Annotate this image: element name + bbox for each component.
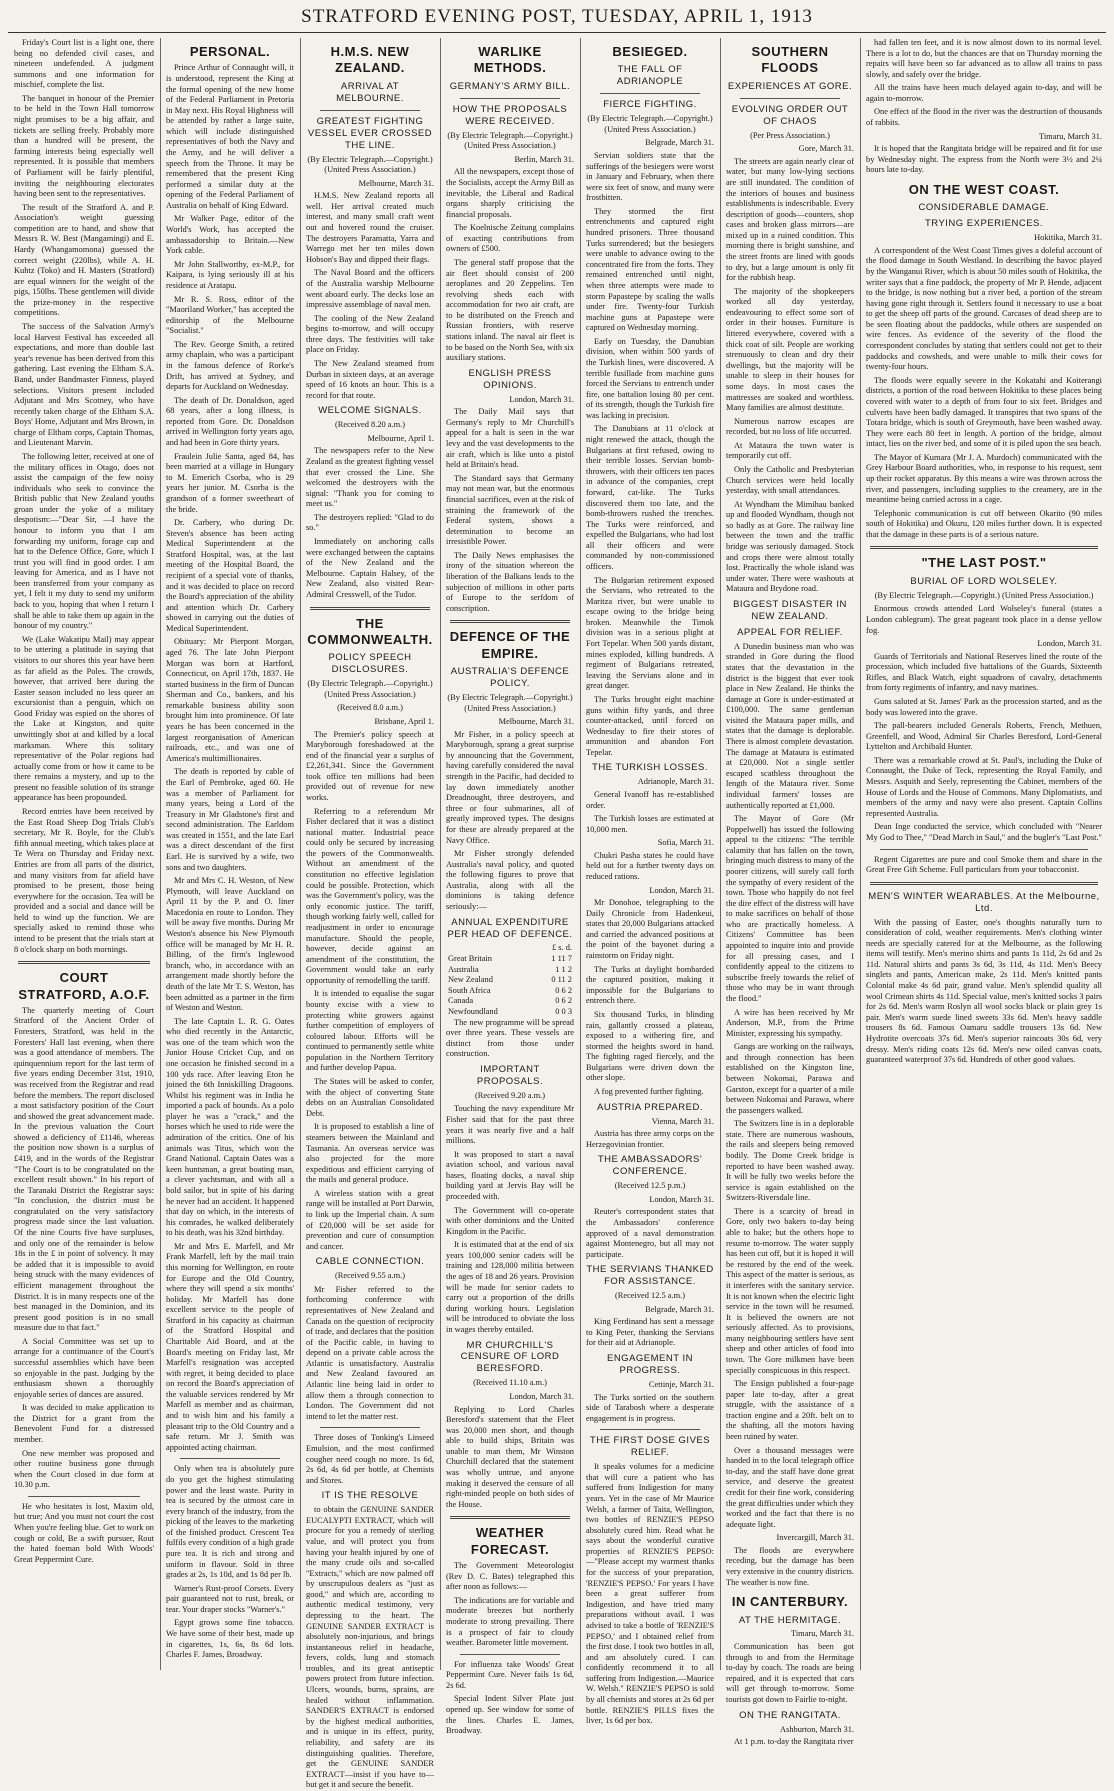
article-paragraph: Mr Donohoe, telegraphing to the Daily Chronicle from Hadenkeui, states that 20,000 Bulgarians attacked and carried the advanced positions at the point of the bayonet during a rainstorm on Friday night.	[586, 898, 714, 961]
dateline: London, March 31.	[649, 885, 714, 895]
article-paragraph: There was a remarkable crowd at St. Paul's, including the Duke of Connaught, the Duke of Teck, representing the Royal Family, and Messrs. Asquith and Seely, representing the Cabinet, members of the House of Lords and the House of Commons. Many Diplomatists, and members of the army and navy were also present. Captain Collins represented Australia.	[866, 755, 1102, 818]
dateline: London, March 31.	[509, 1391, 574, 1401]
article-paragraph: Telephonic communication is cut off between Okarito (90 miles south of Hokitika) and Okuru, 120 miles further down. It is expected that the damage in these parts is of a serious nature.	[866, 508, 1102, 539]
article-paragraph: At Mataura the town water is temporarily cut off.	[726, 440, 854, 461]
column-2	[166, 38, 294, 1670]
dateline: Melbourne, March 31.	[358, 178, 434, 188]
article-paragraph: Guards of Territorials and National Reserves lined the route of the procession, which included five battalions of the Guards, Sixteenth Rifles, and Black Watch, eight squadrons of cavalry, detachments from forty regiments of infantry, and navy marines.	[866, 651, 1102, 693]
subheadline: AUSTRALIA'S DEFENCE POLICY.	[450, 666, 570, 690]
subheadline: GREATEST FIGHTING VESSEL EVER CROSSED THE LINE.	[307, 115, 433, 151]
divider	[320, 110, 420, 111]
article-paragraph: The Daily News emphasises the irony of the situation whereon the liberation of the Balkans leads to the subjection of millions in other parts of Europe to the serfdom of conscription.	[446, 550, 574, 613]
article-paragraph: The general staff propose that the air fleet should consist of 200 aeroplanes and 20 Zeppelins. Ten revolving sheds each with accommodation for two air craft, are to be distributed on the French and Russian frontiers, with reserve stations inland. The naval air fleet is to be based on the North Sea, with six auxiliary stations.	[446, 258, 574, 363]
dateline: Melbourne, April 1.	[367, 433, 434, 443]
article-paragraph: The destroyers replied: "Glad to do so."	[306, 512, 434, 533]
advert-heading: MEN'S WINTER WEARABLES. At the Melbourne, Ltd.	[868, 890, 1100, 914]
advert-heading: IT IS THE RESOLVE	[321, 1490, 419, 1502]
column-divider	[300, 38, 301, 1670]
article-paragraph: The Danubians at 11 o'clock at night renewed the attack, though the Bulgarians at first refused, owing to their terrible losses. Servian bomb-throwers, with their officers ten paces in advance of the companies, crept forward, cat-like. The Turks discovered them too late, and the bomb-throwers rushed the trenches. The Turks were reinforced, and expelled the Bulgarians, who had lost all their officers and were commanded by non-commissioned officers.	[586, 424, 714, 571]
article-paragraph: General Ivanoff has re-established order.	[586, 789, 714, 810]
news-item: The result of the Stratford A. and P. Association's weight guessing competition are to hand, and show that Messrs R. W. Best (Mangamingi) and E. Hardy (Whangamomona) guessed the correct weight (220lbs), while A. H. Kuhtz (Toko) and H. Masters (Stratford) are equal winners for the weight of the pigs, 150lbs. These gentlemen will divide the prize-money in the respective competitions.	[14, 202, 154, 318]
dateline: London, March 31.	[1037, 639, 1102, 649]
subheadline: THE TURKISH LOSSES.	[592, 762, 708, 774]
advert-item: Warner's Rust-proof Corsets. Every pair guaranteed not to rust, break, or tear. Your draper stocks "Warner's."	[166, 1583, 294, 1614]
advert-item: Egypt grows some fine tobacco. We have some of their best, made up in cigarettes, 1s, 6s, 8s 6d lots. Charles F. James, Broadway.	[166, 1618, 294, 1660]
table-cell: Newfoundland	[448, 1006, 498, 1016]
dateline: Hokitika, March 31.	[1034, 233, 1102, 243]
article-paragraph: The streets are again nearly clear of water, but many low-lying sections are still inundated. The condition of the interiors of houses and business establishments is indescribable. Every description of goods—counters, shop cases and broken glass mirrors—are mixed up in a ruined condition. This morning there is bright sunshine, and the street fronts are lined with goods to dry, but a large amount is only fit for the rubbish heap.	[726, 156, 854, 283]
divider	[180, 1458, 280, 1459]
table-cell: 0 6 2	[555, 996, 572, 1006]
divider	[460, 98, 560, 99]
advert-item: For influenza take Woods' Great Peppermint Cure. Never fails 1s 6d, 2s 6d.	[446, 1659, 574, 1690]
received-time: (Received 8.20 a.m.)	[335, 420, 405, 430]
defence-expenditure-table	[446, 943, 574, 1017]
section-rule	[870, 546, 1098, 549]
article-paragraph: Dean Inge conducted the service, which concluded with "Nearer My God to Thee," "Dead March in Saul," and the bugler's "Last Post."	[866, 822, 1102, 842]
article-paragraph: had fallen ten feet, and it is now almost down to its normal level. There is a lot to do, but the chances are that on Thursday morning the repairs will have been so far advanced as to allow all trains to pass slowly, and safely over the bridge.	[866, 38, 1102, 79]
advert-verse: He who hesitates is lost, Maxim old, but true; And you must not court the cost When you're feeling blue. Get to work on cough or cold, Be a swift pursuer, Rout the hated foeman bold With Woods' Great Peppermint Cure.	[14, 1501, 154, 1564]
article-paragraph: It is estimated that at the end of six years 100,000 senior cadets will be training and 128,000 militia between the ages of 18 and 26 years. Provision will be made for senior cadets to carry out a proportion of the drills during working hours. Legislation will be introduced to obviate the loss in wages thereby entailed.	[446, 1240, 574, 1334]
article-paragraph: It is intended to equalise the sugar bounty excise with a view to protecting white growers against further competition of employers of coloured labour. Efforts will be continued to permanently settle white population in the Northern Territory and further develop Papua.	[306, 989, 434, 1073]
news-item: We (Lake Wakatipu Mail) may appear to be uttering a platitude in saying that visitors to our shores this year have been as far afield as the Poles. The crowds, however, that arrived here during the Easter season included no less queer an excursionist than a penguin, which on Good Friday was espied on the shores of the Lake at Kingston, and quite unwittingly shot at and killed by a local marksman. Where this solitary representative of the Polar regions had actually come from or how it came to be there remains a mystery, and up to the present no feasible solution of its strange appearance has been propounded.	[14, 634, 154, 803]
table-cell: Australia	[448, 964, 479, 974]
article-paragraph: The Premier's policy speech at Maryborough foreshadowed at the end of the financial year a surplus of £2,261,341. Since the Government took office ten millions had been provided out of revenue for new works.	[306, 729, 434, 802]
article-paragraph: The Government will co-operate with other dominions and the United Kingdom in the Pacific.	[446, 1205, 574, 1236]
article-paragraph: A correspondent of the West Coast Times gives a doleful account of the flood damage in South Westland. In describing the havoc played by the Wanganui River, which is about 50 miles south of Hokitika, the writer says that a fine paddock, the property of Mr P. Hende, adjacent to the bridge, is now nothing but a river bed, a portion of the stream having gone right through it. Settlers found it necessary to use a boat to get the sheep off parts of the ground. Carcases of dead sheep are to be seen floating about the paddocks, while others are suspended on wire fences. As evidence of the severity of the flood the correspondent concludes by stating that settlers could not get to their paddocks and cowsheds, and were unable to milk their cows for twenty-four hours.	[866, 245, 1102, 372]
headline-warlike-methods: WARLIKE METHODS.	[473, 44, 547, 76]
column-1	[14, 38, 154, 1670]
received-time: (Received 11.10 a.m.)	[473, 1378, 547, 1388]
dateline: Invercargill, March 31.	[776, 1533, 854, 1543]
article-paragraph: The Standard says that Germany may not mean war, but the enormous financial sacrifices, even at the risk of straining the framework of the Federal system, shows a determination to become an irresistible Power.	[446, 473, 574, 547]
subheadline: MR CHURCHILL'S CENSURE OF LORD BERESFORD.	[460, 1339, 560, 1375]
section-rule	[450, 1516, 570, 1519]
article-paragraph: Communication has been got through to and from the Hermitage to-day by coach. The roads are being repaired, and it is expected that cars will get through to-morrow. Some tourists got down to Fairlie to-night.	[726, 1642, 854, 1704]
received-time: (Received 12.5 a.m.)	[615, 1291, 685, 1301]
article-paragraph: The Switzers line is in a deplorable state. There are numerous washouts, the rails and sleepers being removed bodily. The Dome Creek bridge is reported to have been washed away. It will be fully two weeks before the service is again established on the Switzers-Riversdale line.	[726, 1119, 854, 1203]
column-3	[306, 38, 434, 1790]
masthead-rule	[8, 32, 1106, 33]
personal-item: Mr R. S. Ross, editor of the "Maoriland Worker," has accepted the editorship of the Melbourne "Socialist."	[166, 294, 294, 336]
article-paragraph: The cooling of the New Zealand begins to-morrow, and will occupy three days. The festivities will take place on Friday.	[306, 313, 434, 355]
headline-besieged: BESIEGED.	[612, 44, 688, 59]
article-paragraph: Servian soldiers state that the sufferings of the besiegers were worst in January and February, when there were six feet of snow, and many were frostbitten.	[586, 151, 714, 203]
article-paragraph: It was decided to make application to the District for a grant from the Benevolent Fund for a distressed member.	[14, 1403, 154, 1445]
article-paragraph: Mr Fisher, in a policy speech at Maryborough, sprang a great surprise by announcing that the Government, having carefully considered the naval strength in the Pacific, had decided to lay down immediately another Dreadnought, three destroyers, and three or four submarines, all of greatly improved types. The designs for these are already prepared at the Navy Office.	[446, 729, 574, 845]
article-paragraph: Chukri Pasha states he could have held out for a further twenty days on reduced rations.	[586, 850, 714, 881]
table-row	[446, 965, 574, 976]
article-paragraph: Early on Tuesday, the Danubian division, when within 500 yards of the Turkish lines, were discovered. A terrible fusillade from machine guns forced the Servians to entrench under fire, one battalion losing 80 per cent. of its strength, though the Turkish fire was lacking in precision.	[586, 336, 714, 420]
article-paragraph: The pall-bearers included Generals Roberts, French, Methuen, Greenfell, and Wood, Admiral Sir Charles Beresford, Lord-General Lyttelton and Archibald Hunter.	[866, 721, 1102, 752]
received-time: (Received 9.55 a.m.)	[335, 1271, 405, 1281]
dateline: Brisbane, April 1.	[374, 716, 434, 726]
personal-item: Obituary: Mr Pierpont Morgan, aged 76. The late John Pierpont Morgan was born at Hartford, Connecticut, on April 17th, 1837. He started business in the firm of Duncan Sherman and Co., bankers, and his remarkable business ability soon brought him into prominence. Of late years he has been concerned in the largest reorganisation of American railroads, etc., and was one of America's multimillionaires.	[166, 637, 294, 763]
headline-southern-floods: SOUTHERN FLOODS	[751, 44, 829, 76]
article-paragraph: All the newspapers, except those of the Socialists, accept the Army Bill as inevitable, the Liberal and Radical organs sharply criticising the financial proposals.	[446, 167, 574, 219]
article-paragraph: Mr Fisher referred to the forthcoming conference with representatives of New Zealand and Canada on the question of reciprocity of trade, and declares that the position of the Pacific cable, in having to depend on a private cable across the Atlantic is unsatisfactory. Australia and New Zealand favoured an Atlantic line being laid in order to allow them a through connection to London. The Government did not intend to let the matter rest.	[306, 1284, 434, 1421]
headline-personal: PERSONAL.	[189, 44, 271, 59]
subheadline: POLICY SPEECH DISCLOSURES.	[328, 652, 412, 676]
article-paragraph: Guns saluted at St. James' Park as the procession started, and as the body was lowered into the grave.	[866, 696, 1102, 717]
column-7	[866, 38, 1102, 1670]
dateline: Gore, March 31.	[798, 144, 854, 154]
column-6	[726, 38, 854, 1747]
article-paragraph: The Turks at daylight bombarded the captured position, making it impossible for the Bulgarians to entrench there.	[586, 964, 714, 1006]
source-credit: (By Electric Telegraph.—Copyright.) (United Press Association.)	[307, 679, 433, 699]
article-paragraph: The newspapers refer to the New Zealand as the greatest fighting vessel that ever crossed the Line. She welcomed the destroyers with the signal: "Thank you for coming to meet us."	[306, 446, 434, 509]
article-paragraph: The States will be asked to confer, with the object of converting State debts on an Australian Consolidated Debt.	[306, 1077, 434, 1118]
section-rule	[18, 961, 150, 964]
divider	[740, 98, 840, 99]
dateline: London, March 31.	[509, 394, 574, 404]
headline-commonwealth: THE COMMONWEALTH.	[307, 615, 433, 647]
table-cell: 0 11 2	[551, 975, 572, 985]
article-paragraph: King Ferdinand has sent a message to King Peter, thanking the Servians for their aid at Adrianople.	[586, 1317, 714, 1348]
received-time: (Received 9.20 a.m.)	[475, 1090, 545, 1100]
subheadline: CONSIDERABLE DAMAGE.	[918, 202, 1050, 214]
subheadline: IMPORTANT PROPOSALS.	[476, 1063, 544, 1087]
article-paragraph: At Wyndham the Mimihau banked up and flooded Wyndham, though not so badly as at Gore. The railway line between the town and the traffic bridge was seriously damaged. Stock and crops there were almost totally lost. Practically the whole island was under water. There were washouts at Mataura and Brydone road.	[726, 499, 854, 594]
headline-in-canterbury: IN CANTERBURY.	[731, 1594, 849, 1610]
table-cell: New Zealand	[448, 975, 493, 985]
subheadline: ENGAGEMENT IN PROGRESS.	[606, 1353, 694, 1377]
column-divider	[720, 38, 721, 1670]
article-paragraph: The Daily Mail says that Germany's reply to Mr Churchill's appeal for a halt is seen in the war levy and the vast developments to the air craft, which is like unto a pistol held at Britain's head.	[446, 407, 574, 470]
dateline: Adrianople, March 31.	[637, 777, 714, 787]
column-divider	[580, 38, 581, 1670]
article-paragraph: Over a thousand messages were handed in to the local telegraph office to-day, and the staff have done great service, and deserve the greatest credit for their fine work, considering the great difficulties under which they worked and the fact that there is no adequate light.	[726, 1445, 854, 1529]
article-paragraph: The Government Meteorologist (Rev D. C. Bates) telegraphed this after noon as follows:—	[446, 1561, 574, 1592]
article-paragraph: The Mayor of Gore (Mr Poppelwell) has issued the following appeal to the citizens: "The terrible calamity that has fallen on the town, bringing much distress to many of the poorer citizens, will surely call forth the sympathy of every resident of the town. Those who happily do not feel the dire effect of the distress will have to make sacrifices on behalf of those who are practically homeless. A Citizens' Committee has been appointed to inquire into and provide for all pressing cases, and I confidently appeal to the citizens to subscribe freely towards the relief of those who may be in want through the flood."	[726, 814, 854, 1003]
article-paragraph: The Mayor of Kumara (Mr J. A. Murdoch) communicated with the Grey Harbour Board authorities, who, in response to his request, sent up their rocket apparatus. By this means a wire was thrown across the river, and passengers, including supplies to the creamery, are in the meantime being carried across in a cage.	[866, 452, 1102, 505]
divider	[600, 93, 700, 94]
article-paragraph: A Social Committee was set up to arrange for a continuance of the Court's successful assemblies which have been so enjoyable in the past. Judging by the enthusiasm shown a thoroughly enjoyable series of dances are assured.	[14, 1336, 154, 1399]
column-divider	[160, 38, 161, 1670]
article-paragraph: It was proposed to start a naval aviation school, and various naval bases, floating docks, a naval ship building yard at Jervis Bay will be proceeded with.	[446, 1149, 574, 1201]
dateline: Timaru, March 31.	[791, 1629, 854, 1639]
personal-item: Mr and Mrs E. Marfell, and Mr Frank Marfell, left by the mail train this morning for Wellington, en route for Europe and the Old Country, where they will spend a six months' holiday. Mr Marfell has done excellent service to the people of Stratford in his capacity as chairman of the Stratford Hospital and Charitable Aid Board, and at the Board's meeting on Friday last, Mr Marfell's resignation was accepted with regret, it being decided to place on record the Board's appreciation of the valuable services rendered by Mr Marfell as member and as chairman, and to wish him and his family a pleasant trip to the Old Country and a safe return. Mr J. Smith was appointed acting chairman.	[166, 1241, 294, 1452]
article-paragraph: Only the Catholic and Presbyterian Church services were held locally yesterday, with small attendances.	[726, 465, 854, 496]
section-rule	[310, 607, 430, 610]
column-divider	[440, 38, 441, 1670]
source-credit: (By Electric Telegraph.—Copyright.) (United Press Association.)	[587, 114, 713, 134]
personal-item: Mr and Mrs C. H. Weston, of New Plymouth, will leave Auckland on April 11 by the P. and O. liner Macedonia en route to London. They will be away five months. During Mr Weston's absence his New Plymouth office will be managed by Mr H. R. Billing, of the firm's Inglewood branch, who, in accordance with an arrangement made shortly before the death of the late Mr T. S. Weston, has been admitted as a partner in the firm of Weston and Weston.	[166, 876, 294, 1013]
dateline: Vienna, March 31.	[651, 1116, 714, 1126]
personal-item: Dr. Carbery, who during Dr. Steven's absence has been acting Medical Superintendent at the Stratford Hospital, was, at the last meeting of the Hospital Board, the recipient of a special vote of thanks, and it was decided to place on record the Board's appreciation of the ability and attention which Dr. Carbery showed in carrying out the duties of Medical Superintendent.	[166, 518, 294, 633]
advert-item: Three doses of Tonking's Linseed Emulsion, and the most confirmed cougher need cough no more. 1s 6d, 2s 6d, 4s 6d per bottle, at Chemists and Stores.	[306, 1433, 434, 1485]
article-paragraph: The Turkish losses are estimated at 10,000 men.	[586, 814, 714, 834]
dateline: Cettinje, March 31.	[648, 1380, 714, 1389]
subheadline: THE AMBASSADORS' CONFERENCE.	[597, 1154, 703, 1178]
subheadline: CABLE CONNECTION.	[315, 1256, 425, 1268]
dateline: London, March 31.	[649, 1194, 714, 1204]
table-header-row	[446, 943, 574, 954]
subheadline: ENGLISH PRESS OPINIONS.	[468, 367, 552, 391]
news-item: Record entries have been received by the East Road Sheep Dog Trials Club's secretary, Mr R. Boyle, for the Club's fifth annual meeting, which takes place at Te Wera on Thursday and Friday next. Entries are from all parts of the district, and many visitors from far afield have promised to be present, those being everywhere for the occasion. Tea will be provided and a social and dance will be held to wind up the function. We are specially asked to remind those who intend to be present that the trials start at 8 o'clock sharp on both mornings.	[14, 807, 154, 954]
article-paragraph: Immediately on anchoring calls were exchanged between the captains of the New Zealand and the Melbourne. Captain Halsey, of the New Zealand, also visited Rear-Admiral Cresswell, of the Tudor.	[306, 537, 434, 599]
personal-item: The death of Dr. Donaldson, aged 68 years, after a long illness, is reported from Gore. Dr. Donaldson arrived in Wellington forty years ago, and had been in Gore thirty years.	[166, 395, 294, 448]
table-cell: 1 1 2	[555, 964, 572, 974]
headline-defence-of-empire: DEFENCE OF THE EMPIRE.	[449, 629, 571, 661]
subheadline: APPEAL FOR RELIEF.	[737, 626, 843, 638]
subheadline: AUSTRIA PREPARED.	[597, 1101, 703, 1113]
dateline: Belgrade, March 31.	[645, 138, 714, 148]
article-paragraph: A Dunedin business man who was stranded in Gore during the flood states that the devastation in the district is the biggest that ever took place in New Zealand. He thinks the damage at Gore is under-estimated at £100,000. The same gentleman visited the Mataura paper mills, and states that the damage is deplorable. There is almost complete devastation. The damage at Mataura is estimated at £20,000. Not a single settler escaped scathless throughout the length of the Mataura river. Some individual farmers' losses are authentically reported at £1,000.	[726, 641, 854, 810]
article-paragraph: H.M.S. New Zealand reports all well. Her arrival created much interest, and many small craft went out and hovered round the cruiser. The destroyers Paramatta, Yarra and Warrego met her ten miles down Hobson's Bay and dipped their flags.	[306, 191, 434, 264]
source-credit: (By Electric Telegraph.—Copyright.) (United Press Association.)	[307, 154, 433, 175]
divider	[880, 849, 1088, 850]
dateline: Sofia, March 31.	[657, 838, 714, 848]
article-paragraph: Reuter's correspondent states that the Ambassadors' conference approved of a naval demonstration against Montenegro, but all may not participate.	[586, 1207, 714, 1259]
subheadline: AT THE HERMITAGE.	[738, 1614, 842, 1626]
section-rule	[870, 882, 1098, 885]
article-paragraph: Enormous crowds attended Lord Wolseley's funeral (states a London cablegram). The great pageant took place in a dense yellow fog.	[866, 604, 1102, 635]
subheadline: ARRIVAL AT MELBOURNE.	[336, 80, 404, 104]
advert-item: to obtain the GENUINE SANDER EUCALYPTI EXTRACT, which will procure for you a remedy of sterling value, and will protect you from having your health injured by one of the many crude oils and so-called "Extracts," which are now palmed off by unscrupulous dealers as "just as good," and which are, according to authentic medical testimony, very depressing to the heart. The GENUINE SANDER EXTRACT is absolutely non-injurious, and brings instantaneous relief in headache, fevers, colds, lung and stomach troubles, and its great antiseptic powers protect from future infection. Ulcers, wounds, burns, sprains, are healed without inflammation. SANDER'S EXTRACT is endorsed by the highest medical authorities, and is unique in its effect, purity, reliability, and safety are its distinguishing qualities. Therefore, get the GENUINE SANDER EXTRACT—insist if you have to—but get it and secure the benefit.	[306, 1505, 434, 1790]
headline-west-coast: ON THE WEST COAST.	[908, 181, 1060, 197]
table-row	[446, 975, 574, 986]
article-paragraph: The floods were equally severe in the Kokatahi and Koiterangi districts, a portion of the road between Hokitika to these places being covered with water to a depth of from four to six feet. Bridges and culverts have been badly damaged. It transpires that two spans of the Totara bridge, which is south of Greymouth, have been washed away. They were each 80 feet in length. A portion of the bridge, almost intact, lies on the river bed, and some of it is piled upon the sea beach.	[866, 375, 1102, 449]
article-paragraph: The quarterly meeting of Court Stratford of the Ancient Order of Foresters, Stratford, was held in the Foresters' Hall last evening, when there was a good attendance of members. The quinquennium report for the last term of five years ending December 31st, 1910, was received from the Registrar and read before the members. The report disclosed a most satisfactory position of the Court and showed the great advancement made. In the previous valuation the Court showed a deficiency of £1146, whereas the position now shown is a surplus of £419, and in the words of the Registrar "The Court is to be congratulated on the excellent result shown." In his report of the Taranaki District the Registrar says: "In conclusion, the district must be congratulated on the very satisfactory progress made since the last valuation. Of the nine Courts five have surpluses, and only one of the remainder is below 18s in the £ in point of solvency. It may be added that it is impossible to avoid being struck with the many evidences of efficient management throughout the District. It is in many respects one of the best managed in the Dominion, and its present good position is in no small measure due to that fact."	[14, 1005, 154, 1333]
table-cell: 0 6 2	[555, 985, 572, 995]
article-paragraph: Touching the navy expenditure Mr Fisher said that for the past three years it was nearly five and a half millions.	[446, 1104, 574, 1146]
article-paragraph: Numerous narrow escapes are recorded, but no loss of life occurred.	[726, 416, 854, 437]
article-paragraph: The New Zealand steamed from Durban in sixteen days, at an average speed of 16 knots an hour. This is a record for that route.	[306, 359, 434, 400]
article-paragraph: A wire has been received by Mr Anderson, M.P., from the Prime Minister, expressing his sympathy.	[726, 1007, 854, 1038]
news-item: The banquet in honour of the Premier to be held in the Town Hall tomorrow night promises to be a big affair, and tickets are selling freely. Probably more than a hundred will be present, the farming interests being especially well represented. It is possible that members of Parliament will be fairly plentiful, inviting the neighbouring electorates having been sent to the representatives.	[14, 93, 154, 199]
article-paragraph: The floods are everywhere receding, but the damage has been very extensive in the country districts. The weather is now fine.	[726, 1545, 854, 1587]
article-paragraph: Six thousand Turks, in blinding rain, gallantly crossed a plateau, exposed to a withering fire, and stormed the heights sword in hand. The fighting raged fiercely, and the Bulgarians were driven down the other slope.	[586, 1009, 714, 1083]
table-row	[446, 996, 574, 1007]
personal-item: Prince Arthur of Connaught will, it is understood, represent the King at the formal opening of the new home of the Federal Parliament in Pretoria in May next. His Royal Highness will be attended by rather a large suite, which will include distinguished representatives of both the Navy and the Army, and he will deliver a speech from the Throne. It may be remembered that the present King performed a similar duty at the opening of the Federal Parliament of Australia on behalf of King Edward.	[166, 63, 294, 210]
article-paragraph: It is hoped that the Rangitata bridge will be repaired and fit for use by Wednesday night. The express from the North were 3½ and 2¼ hours late to-day.	[866, 144, 1102, 175]
divider	[600, 1429, 700, 1430]
article-paragraph: The new programme will be spread over three years. These vessels are distinct from those under construction.	[446, 1017, 574, 1059]
subheadline: THE SERVIANS THANKED FOR ASSISTANCE.	[586, 1264, 714, 1288]
received-time: (Received 8.0 a.m.)	[337, 703, 403, 713]
advert-item: Only when tea is absolutely pure do you get the highest stimulating power and the least waste. Purity in tea is secured by the utmost care in every branch of the industry, from the picking of the leaves to the marketing of the finished product. Crescent Tea fulfils every condition of a high grade pure tea. It is rich and strong and uniform in flavour. Sold in three grades at 2s, 1s 10d, and 1s 8d per lb.	[166, 1464, 294, 1580]
article-paragraph: Mr Fisher strongly defended Australia's naval policy, and quoted the following figures to prove that Australia, along with all the dominions is taking defence seriously:—	[446, 849, 574, 911]
dateline: Berlin, March 31.	[514, 154, 574, 164]
article-paragraph: All the trains have been much delayed again to-day, and will be again to-morrow.	[866, 83, 1102, 103]
article-paragraph: Gangs are working on the railways, and through connection has been established on the Kingston line, between Nokomai, Parawa and Garston, except for a quarter of a mile between Nokomai and Parawa, where the passengers walked.	[726, 1042, 854, 1115]
source-credit: (By Electric Telegraph.—Copyright.) (United Press Association.)	[447, 692, 573, 713]
subheadline: BURIAL OF LORD WOLSELEY.	[910, 575, 1058, 587]
headline-weather-forecast: WEATHER FORECAST.	[470, 1525, 550, 1557]
source-credit: (By Electric Telegraph.—Copyright.) (United Press Association.)	[447, 130, 573, 151]
source-credit: (Per Press Association.)	[750, 130, 830, 140]
headline-hms-new-zealand: H.M.S. NEW ZEALAND.	[330, 44, 410, 76]
headline-court-stratford: COURT STRATFORD, A.O.F.	[18, 970, 150, 1002]
article-paragraph: A fog prevented further fighting.	[594, 1086, 704, 1096]
article-paragraph: Austria has three army corps on the Herzegovinian frontier.	[586, 1129, 714, 1149]
personal-item: Mr Walker Page, editor of the World's Work, has accepted the ambassadorship to Britain.—New York cable.	[166, 214, 294, 256]
table-heading: ANNUAL EXPENDITURE PER HEAD OF DEFENCE.	[447, 916, 573, 940]
table-cell: 1 11 7	[551, 954, 572, 964]
personal-item: Mr John Stallworthy, ex-M.P., for Kaipara, is lying seriously ill at his residence at Aratapu.	[166, 259, 294, 290]
subheadline: HOW THE PROPOSALS WERE RECEIVED.	[452, 103, 568, 127]
column-4	[446, 38, 574, 1736]
table-cell: South Africa	[448, 985, 491, 995]
advert-item: It speaks volumes for a medicine that will cure a patient who has suffered from Indigestion for many years. Yet in the case of Mr Maurice Welsh, a farmer of Taita, Wellington, two bottles of RENZIE'S PEPSO absolutely cured him. Read what he says about the wonderful curative properties of RENZIE'S PEPSO:—"Please accept my warmest thanks for the success of your preparation, 'RENZIE'S PEPSO.' For years I have been a great sufferer from Indigestion, and have tried many preparations without avail. I was advised to take a bottle of 'RENZIE'S PEPSO,' and I obtained relief from the first dose. I took two bottles in all, and am absolutely cured. I can confidently recommend it to all suffering from Indigestion.—Maurice W. Welsh." RENZIE'S PEPSO is sold by all chemists and stores at 2s 6d per bottle. RENZIE'S PILLS fixes the liver, 1s 6d per box.	[586, 1462, 714, 1726]
section-rule	[450, 620, 570, 623]
subheadline: EVOLVING ORDER OUT OF CHAOS	[731, 103, 849, 127]
table-cell: Canada	[448, 996, 474, 1006]
article-paragraph: The Turks brought eight machine guns within fifty yards, and three counter-attacked, until forced on Wednesday to fire their stores of ammunition and abandon Fort Tepelar.	[586, 694, 714, 757]
article-paragraph: The majority of the shopkeepers worked all day yesterday, endeavouring to effect some sort of order in their houses. Furniture is littered everywhere, covered with a thick coat of silt. People are working strenuously to clean and dry their dwellings, but the majority will be unable to sleep in their houses for some days. In most cases the mattresses are soaked and worthless. Many families are almost destitute.	[726, 286, 854, 413]
divider	[28, 1496, 140, 1497]
masthead: STRATFORD EVENING POST, TUESDAY, APRIL 1, 1913	[301, 6, 813, 27]
advert-item: Special Indent Silver Plate just opened up. See window for some of the lines. Charles E. James, Broadway.	[446, 1694, 574, 1736]
column-divider	[860, 38, 861, 1670]
news-item: Friday's Court list is a light one, there being no defended civil cases, and nineteen undefended. A judgment summons and one information for mischief, complete the list.	[14, 38, 154, 90]
article-paragraph: The Ensign published a four-page paper late to-day, after a great struggle, with the assistance of a traction engine and a 20ft. belt on to the shafting, all the motors having been ruined by water.	[726, 1379, 854, 1442]
subheadline: ON THE RANGITATA.	[739, 1709, 841, 1721]
subheadline: BIGGEST DISASTER IN NEW ZEALAND.	[733, 598, 847, 622]
subheadline: THE FALL OF ADRIANOPLE	[616, 64, 684, 88]
table-row	[446, 1007, 574, 1018]
article-paragraph: The Naval Board and the officers of the Australia warship Melbourne went aboard early. The decks lose an impressive assemblage of naval men.	[306, 268, 434, 310]
news-item: The following letter, received at one of the military offices in Otago, does not assist the campaign of the few noisy individuals who seek to convince the British public that New Zealand youths groan under the yoke of a military despotism:—"Dear Sir, —I have the honour to inform you that I am forwarding my uniform, forage cap and hat to the Defence Office, Gore, which I trust you will find in good order. I am leaving for America, and as I have not been transferred from your company as yet, I felt it my duty to send my uniform back to you, hoping that when I return I shall be able to take them up again in the honour of my country."	[14, 451, 154, 631]
article-paragraph: It is proposed to establish a line of steamers between the Mainland and Tasmania. An overseas service was also projected for the more expeditious and efficient carrying of the mails and general produce.	[306, 1122, 434, 1185]
article-paragraph: There is a scarcity of bread in Gore, only two bakers to-day being able to bake; but the others hope to resume to-morrow. The water supply has been cut off, but it is hoped it will be restored by the end of the week. This aspect of the matter is serious, as it interferes with the sanitary service. It is not known when the electric light service in the town will be resumed. It is believed the owners are not seriously affected. As to provisions, many neighbouring settlers have sent sheep and other articles of food into town. The Gore milkmen have been specially conspicuous in this respect.	[726, 1206, 854, 1375]
article-paragraph: At 1 p.m. to-day the Rangitata river	[734, 1737, 854, 1747]
source-credit: (By Electric Telegraph.—Copyright.) (United Press Association.)	[874, 590, 1094, 600]
personal-item: The Rev. George Smith, a retired army chaplain, who was a participant in the famous defence of Rorke's Drift, has arrived at Sydney, and departs for Auckland on Wednesday.	[166, 339, 294, 392]
article-paragraph: The Turks sortied on the southern side of Tarabosh where a desperate engagement is in progress.	[586, 1392, 714, 1423]
advert-item: With the passing of Easter, one's thoughts naturally turn to consideration of cold, weather requirements. Men's clothing winter needs are specially catered for at the Melbourne, as the following items will testify. Men's merino shirts and pants 1s 11d, 2s 6d and 2s 11d. Natural shirts and pants 3s 6d, 3s 11d, 4s 11d. Men's Beecy singlets and pants, American make, 2s 11d. Men's knitted pants Colonial make 4s 6d pair, grand value. Men's splendid quality all wool Crimean shirts 4s 11d. Special value, men's knitted socks 3 pairs for 2s 6d. Men's warm Roslyn all wool socks black or plain grey 1s pair. Men's warm suede lined sweets 33s 6d. Men's heavy saddle trousers 8s 6d. Famous Oamaru saddle trousers 13s 6d. New Hydrotite overcoats 37s 6d. Men's superior raincoats 30s 6d, very dressy. Men's riding coats 12s 6d. Men's new oiled canvas coats, guaranteed waterproof 37s 6d. Hundreds of other good values.	[866, 917, 1102, 1065]
personal-item: Fraulein Julie Santa, aged 84, has been married at a village in Hungary to M. Emerich Csorba, who is 29 years her junior. M. Csorba is the grandson of a former sweetheart of the bride.	[166, 451, 294, 514]
table-cell: Great Britain	[448, 954, 492, 964]
table-row	[446, 954, 574, 965]
divider	[320, 1427, 420, 1428]
dateline: Belgrade, March 31.	[645, 1304, 714, 1314]
advert-heading: THE FIRST DOSE GIVES RELIEF.	[589, 1435, 711, 1459]
advert-item: Regent Cigarettes are pure and cool Smoke them and share in the Great Free Gift Scheme. Full particulars from your tobacconist.	[866, 854, 1102, 875]
personal-item: The death is reported by cable of the Earl of Pembroke, aged 60. He was a member of Parliament for many years, being a Lord of the Treasury in Mr Gladstone's first and second administration. The Earldom was created in 1551, and the late Earl was a direct descendant of the first Earl. He is survived by a wife, two sons and two daughters.	[166, 767, 294, 872]
article-paragraph: They stormed the first entrenchments and captured eight hundred prisoners. Three thousand Turks surrendered; but the besiegers were unable to advance owing to the concentrated fire from the forts. They remained entrenched until night, when three attempts were made to storm Papastepe by scaling the walls under fire. Twenty-four Turkish machine guns at Papastepe were captured on Wednesday morning.	[586, 206, 714, 333]
headline-last-post: "THE LAST POST."	[921, 555, 1047, 571]
article-paragraph: Replying to Lord Charles Beresford's statement that the Fleet was 20,000 men short, and though able to build ships, Britain was unable to man them, Mr Winston Churchill declared that the statement was wholly untrue, and anyone making it deserved the censure of all right-minded people on both sides of the House.	[446, 1404, 574, 1509]
dateline: Timaru, March 31.	[1039, 131, 1102, 141]
divider	[460, 1654, 560, 1655]
dateline: Ashburton, March 31.	[780, 1724, 854, 1734]
column-5	[586, 38, 714, 1726]
subheadline: GERMANY'S ARMY BILL.	[449, 80, 571, 92]
table-row	[446, 986, 574, 997]
subheadline: EXPERIENCES AT GORE.	[727, 80, 853, 92]
table-cell: 0 0 3	[555, 1006, 572, 1016]
subheadline: FIERCE FIGHTING.	[603, 99, 697, 111]
news-item: The success of the Salvation Army's local Harvest Festival has exceeded all expectations, and more than double last year's revenue has been derived from this gathering. Last evening the Eltham S.A. Band, under Bandmaster Finness, played selections. Visitors present included Adjutant and Mrs Scotney, who have recently taken charge of the Eltham S.A. Boys' Home, Adjutant and Mrs Brown, in charge of Eltham corps, Captain Thomas, and Lieutenant Marvin.	[14, 322, 154, 448]
article-paragraph: The indications are for variable and moderate breezes but northerly moderate to strong prevailing. There is a prospect of fair to cloudy weather. Barometer little movement.	[446, 1595, 574, 1648]
article-paragraph: The Koelnische Zeitung complains of exacting contributions from owners of £500.	[446, 223, 574, 254]
article-paragraph: One effect of the flood in the river was the destruction of thousands of rabbits.	[866, 107, 1102, 128]
article-paragraph: The Bulgarian retirement exposed the Servians, who retreated to the Maritza river, but were unable to escape owing to the bridge being broken. Meanwhile the Timok division was in a serious plight at Fort Tepelar. When 500 yards distant, mines exploded, killing hundreds. A regiment of Bulgarians retreated, leaving the Servians alone and in great danger.	[586, 575, 714, 691]
received-time: (Received 12.5 p.m.)	[614, 1181, 686, 1191]
subheadline: WELCOME SIGNALS.	[318, 405, 422, 417]
subheadline: TRYING EXPERIENCES.	[924, 218, 1044, 230]
personal-item: The late Captain L. R. G. Oates who died recently in the Antarctic, was one of the team which won the Junior House Cricket Cup, and on one occasion he finished second in a 100 yds race. After leaving Eton he joined the 6th Inniskilling Dragoons. Whilst his regiment was in India he imported a pack of hounds. As a polo player he was a "crack," and the horses which he used to ride were the admiration of the critics. One of his animals was Titus, which won the Grand National. Captain Oates was a keen huntsman, a great boating man, a clever yachtsman, and with all a bold sailor, but in spite of his daring he never had an accident. It happened that day on which, in the interests of his comrades, he walked deliberately to his death, was his 32nd birthday.	[166, 1016, 294, 1238]
article-paragraph: Referring to a referendum Mr Fisher declared that it was a distinct national matter. Industrial peace could only be secured by increasing the powers of the Commonwealth. Without an amendment of the constitution no effective legislation could be possible. Protection, which was the Government's policy, was the only economic justice. The tariff, though working fairly well, called for readjustment in order to encourage manufacture. Should the people, however, decide against an amendment of the constitution, the Government would take an early opportunity of remodelling the tariff.	[306, 806, 434, 985]
article-paragraph: One new member was proposed and other routine business gone through when the Court closed in due form at 10.30 p.m.	[14, 1448, 154, 1490]
table-header-cell: £ s. d.	[551, 943, 572, 953]
dateline: Melbourne, March 31.	[498, 717, 574, 727]
article-paragraph: A wireless station with a great range will be installed at Port Darwin, to link up the Imperial chain. A sum of £20,000 will be set aside for prevention and cure of consumption and cancer.	[306, 1188, 434, 1251]
